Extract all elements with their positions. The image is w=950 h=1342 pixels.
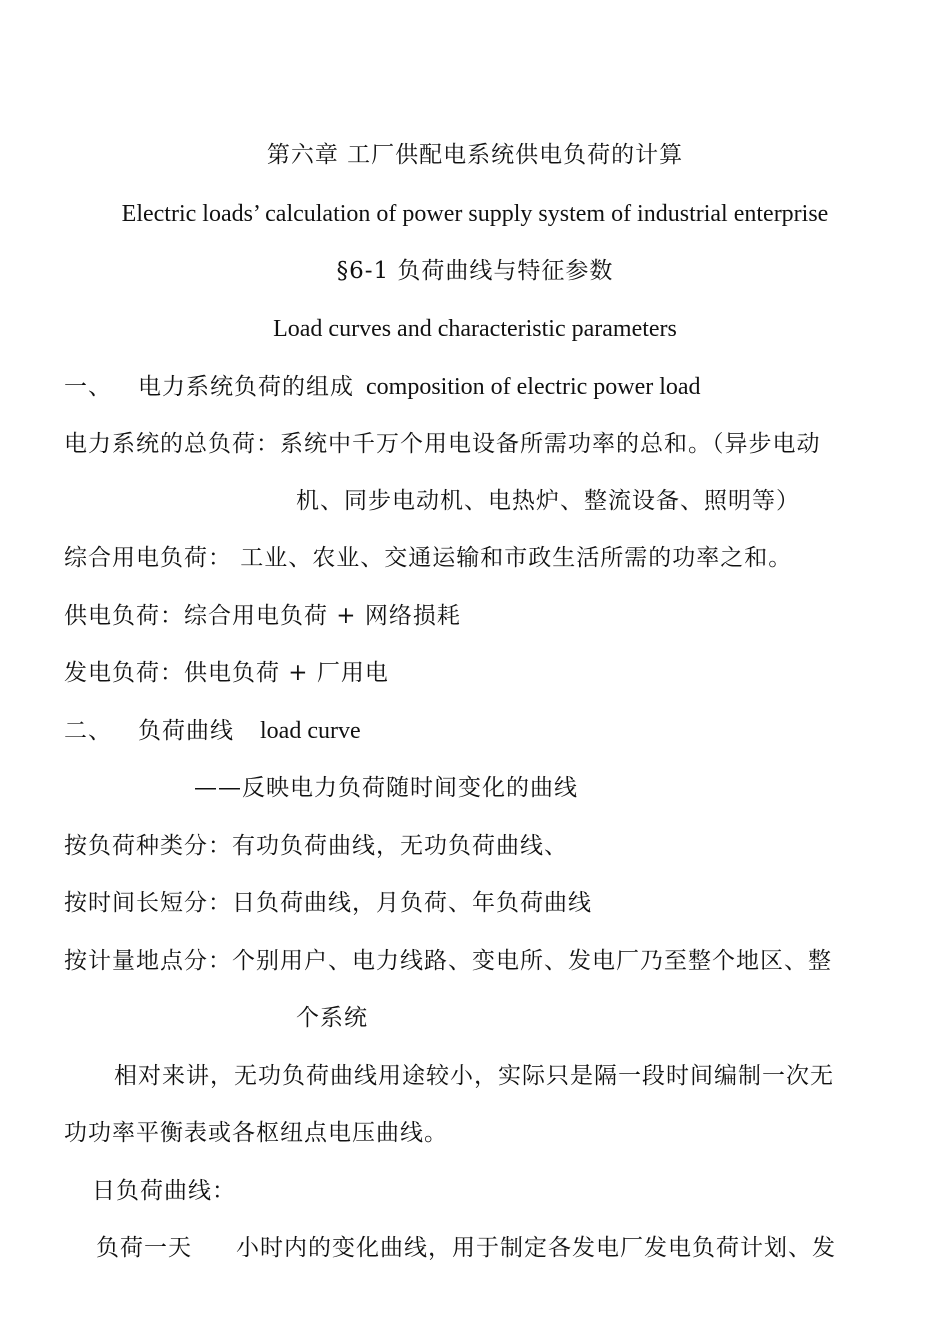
comprehensive-load: 综合用电负荷： 工业、农业、交通运输和市政生活所需的功率之和。 bbox=[64, 545, 793, 571]
paragraph-line1: 相对来讲，无功负荷曲线用途较小，实际只是隔一段时间编制一次无 bbox=[114, 1063, 834, 1089]
part1-number: 一、 bbox=[64, 374, 112, 400]
part1-heading-cn: 电力系统负荷的组成 bbox=[138, 374, 354, 400]
classification-by-time: 按时间长短分：日负荷曲线，月负荷、年负荷曲线 bbox=[64, 890, 592, 916]
total-load-line2: 机、同步电动机、电热炉、整流设备、照明等） bbox=[296, 488, 800, 514]
part2-heading bbox=[64, 716, 361, 746]
paragraph-line2: 功功率平衡表或各枢纽点电压曲线。 bbox=[64, 1120, 448, 1146]
chapter-title: 第六章 工厂供配电系统供电负荷的计算 bbox=[266, 142, 684, 168]
part2-number: 二、 bbox=[64, 718, 112, 744]
daily-curve-text-a: 负荷一天 bbox=[96, 1235, 192, 1261]
part1-heading-en: composition of electric power load bbox=[366, 374, 701, 400]
part2-heading-en: load curve bbox=[260, 718, 361, 744]
chapter-title-en: Electric loads’ calculation of power supply system of industrial enterprise bbox=[121, 201, 829, 227]
part1-heading bbox=[64, 372, 701, 402]
classification-by-location-line2: 个系统 bbox=[296, 1005, 368, 1031]
daily-curve-heading: 日负荷曲线： bbox=[92, 1178, 236, 1204]
generation-load: 发电负荷：供电负荷 + 厂用电 bbox=[64, 660, 389, 686]
section-title-en: Load curves and characteristic parameters bbox=[273, 316, 677, 342]
daily-curve-text-b: 小时内的变化曲线，用于制定各发电厂发电负荷计划、发 bbox=[236, 1235, 836, 1261]
total-load-line1: 电力系统的总负荷：系统中千万个用电设备所需功率的总和。（异步电动 bbox=[64, 431, 821, 457]
daily-curve-text bbox=[96, 1233, 836, 1263]
classification-by-location-line1: 按计量地点分：个别用户、电力线路、变电所、发电厂乃至整个地区、整 bbox=[64, 948, 832, 974]
supply-load: 供电负荷：综合用电负荷 + 网络损耗 bbox=[64, 603, 461, 629]
load-curve-definition: ——反映电力负荷随时间变化的曲线 bbox=[194, 775, 578, 801]
classification-by-type: 按负荷种类分：有功负荷曲线，无功负荷曲线、 bbox=[64, 833, 568, 859]
section-title: §6-1 负荷曲线与特征参数 bbox=[336, 258, 614, 284]
part2-heading-cn: 负荷曲线 bbox=[138, 718, 234, 744]
